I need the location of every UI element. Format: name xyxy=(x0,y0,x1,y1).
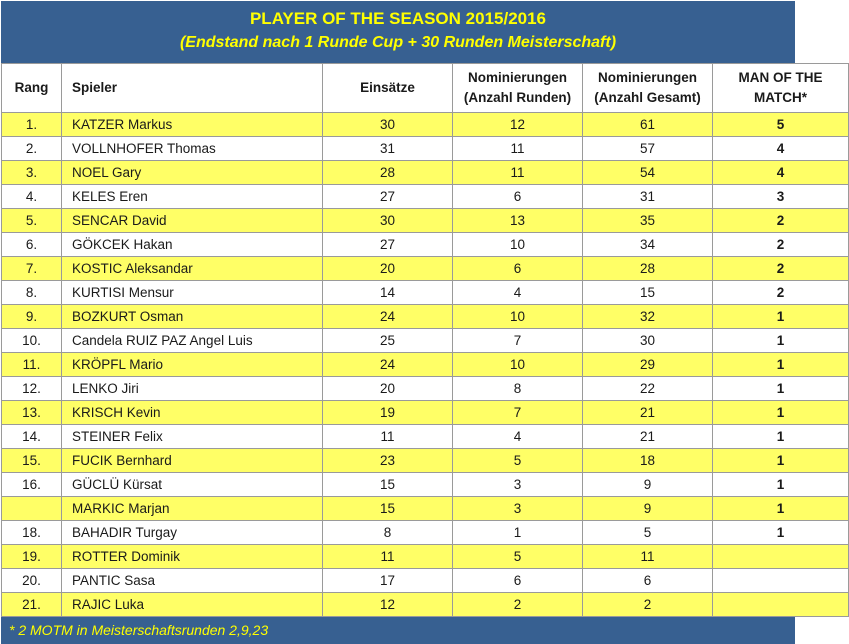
table-row xyxy=(2,569,849,593)
cell-man-of-the-match: 1 xyxy=(713,497,849,521)
cell-nominierungen-runden: 10 xyxy=(453,305,583,329)
cell-man-of-the-match xyxy=(713,593,849,617)
table-row xyxy=(2,593,849,617)
table-row xyxy=(2,233,849,257)
cell-nominierungen-runden: 10 xyxy=(453,233,583,257)
cell-rang: 5. xyxy=(2,209,62,233)
cell-nominierungen-gesamt: 21 xyxy=(583,401,713,425)
title-banner xyxy=(1,1,795,63)
cell-nominierungen-runden: 11 xyxy=(453,161,583,185)
cell-rang xyxy=(2,497,62,521)
cell-nominierungen-runden: 7 xyxy=(453,329,583,353)
cell-man-of-the-match: 1 xyxy=(713,449,849,473)
cell-spieler: SENCAR David xyxy=(62,209,323,233)
cell-nominierungen-gesamt: 6 xyxy=(583,569,713,593)
cell-man-of-the-match: 2 xyxy=(713,257,849,281)
cell-spieler: VOLLNHOFER Thomas xyxy=(62,137,323,161)
table-row xyxy=(2,473,849,497)
header-man-of-the-match xyxy=(713,64,849,113)
cell-einsaetze: 15 xyxy=(323,497,453,521)
cell-man-of-the-match: 1 xyxy=(713,329,849,353)
cell-rang: 10. xyxy=(2,329,62,353)
cell-spieler: KOSTIC Aleksandar xyxy=(62,257,323,281)
cell-nominierungen-gesamt: 15 xyxy=(583,281,713,305)
cell-einsaetze: 20 xyxy=(323,257,453,281)
cell-man-of-the-match: 2 xyxy=(713,281,849,305)
cell-man-of-the-match: 5 xyxy=(713,113,849,137)
cell-nominierungen-gesamt: 11 xyxy=(583,545,713,569)
cell-rang: 11. xyxy=(2,353,62,377)
header-nom-gesamt-line1: Nominierungen xyxy=(597,70,697,85)
cell-rang: 1. xyxy=(2,113,62,137)
cell-nominierungen-runden: 13 xyxy=(453,209,583,233)
cell-nominierungen-runden: 4 xyxy=(453,425,583,449)
cell-nominierungen-runden: 11 xyxy=(453,137,583,161)
cell-nominierungen-gesamt: 22 xyxy=(583,377,713,401)
table-row xyxy=(2,329,849,353)
cell-man-of-the-match: 1 xyxy=(713,305,849,329)
cell-nominierungen-gesamt: 31 xyxy=(583,185,713,209)
cell-rang: 3. xyxy=(2,161,62,185)
cell-nominierungen-gesamt: 2 xyxy=(583,593,713,617)
cell-nominierungen-gesamt: 28 xyxy=(583,257,713,281)
ranking-table xyxy=(1,63,849,617)
cell-nominierungen-gesamt: 34 xyxy=(583,233,713,257)
cell-einsaetze: 25 xyxy=(323,329,453,353)
cell-nominierungen-gesamt: 21 xyxy=(583,425,713,449)
table-row xyxy=(2,185,849,209)
cell-nominierungen-runden: 5 xyxy=(453,545,583,569)
cell-spieler: STEINER Felix xyxy=(62,425,323,449)
cell-einsaetze: 24 xyxy=(323,305,453,329)
cell-spieler: FUCIK Bernhard xyxy=(62,449,323,473)
footnote: * 2 MOTM in Meisterschaftsrunden 2,9,23 xyxy=(1,617,795,644)
cell-einsaetze: 27 xyxy=(323,233,453,257)
cell-spieler: NOEL Gary xyxy=(62,161,323,185)
table-body xyxy=(2,113,849,617)
cell-einsaetze: 23 xyxy=(323,449,453,473)
cell-nominierungen-runden: 8 xyxy=(453,377,583,401)
cell-nominierungen-gesamt: 57 xyxy=(583,137,713,161)
header-nom-gesamt-line2: (Anzahl Gesamt) xyxy=(594,90,701,105)
cell-man-of-the-match: 2 xyxy=(713,209,849,233)
cell-man-of-the-match: 1 xyxy=(713,353,849,377)
cell-rang: 12. xyxy=(2,377,62,401)
cell-nominierungen-runden: 7 xyxy=(453,401,583,425)
cell-einsaetze: 31 xyxy=(323,137,453,161)
cell-nominierungen-gesamt: 54 xyxy=(583,161,713,185)
cell-spieler: KATZER Markus xyxy=(62,113,323,137)
cell-rang: 18. xyxy=(2,521,62,545)
header-nom-runden-line1: Nominierungen xyxy=(467,70,567,85)
cell-nominierungen-runden: 6 xyxy=(453,569,583,593)
cell-nominierungen-runden: 3 xyxy=(453,473,583,497)
cell-spieler: KRÖPFL Mario xyxy=(62,353,323,377)
cell-spieler: Candela RUIZ PAZ Angel Luis xyxy=(62,329,323,353)
cell-nominierungen-gesamt: 30 xyxy=(583,329,713,353)
table-row xyxy=(2,497,849,521)
cell-einsaetze: 27 xyxy=(323,185,453,209)
cell-man-of-the-match: 2 xyxy=(713,233,849,257)
cell-spieler: KRISCH Kevin xyxy=(62,401,323,425)
sheet-title: PLAYER OF THE SEASON 2015/2016 xyxy=(249,9,547,28)
header-spieler: Spieler xyxy=(62,64,323,113)
cell-man-of-the-match: 1 xyxy=(713,377,849,401)
cell-man-of-the-match: 1 xyxy=(713,473,849,497)
cell-nominierungen-runden: 3 xyxy=(453,497,583,521)
table-row xyxy=(2,257,849,281)
cell-einsaetze: 17 xyxy=(323,569,453,593)
cell-einsaetze: 11 xyxy=(323,425,453,449)
cell-rang: 7. xyxy=(2,257,62,281)
cell-nominierungen-runden: 12 xyxy=(453,113,583,137)
cell-nominierungen-gesamt: 29 xyxy=(583,353,713,377)
header-nominierungen-gesamt xyxy=(583,64,713,113)
sheet-subtitle: (Endstand nach 1 Runde Cup + 30 Runden Meisterschaft) xyxy=(179,34,617,51)
cell-spieler: PANTIC Sasa xyxy=(62,569,323,593)
cell-nominierungen-gesamt: 9 xyxy=(583,497,713,521)
header-nom-runden-line2: (Anzahl Runden) xyxy=(463,90,572,105)
cell-man-of-the-match xyxy=(713,545,849,569)
cell-man-of-the-match: 1 xyxy=(713,401,849,425)
cell-einsaetze: 14 xyxy=(323,281,453,305)
cell-nominierungen-gesamt: 61 xyxy=(583,113,713,137)
cell-nominierungen-runden: 10 xyxy=(453,353,583,377)
cell-nominierungen-gesamt: 18 xyxy=(583,449,713,473)
table-row xyxy=(2,377,849,401)
header-motm-line2: MATCH* xyxy=(754,90,807,105)
cell-rang: 15. xyxy=(2,449,62,473)
cell-man-of-the-match: 1 xyxy=(713,425,849,449)
table-row xyxy=(2,425,849,449)
table-row xyxy=(2,401,849,425)
cell-einsaetze: 19 xyxy=(323,401,453,425)
cell-nominierungen-runden: 1 xyxy=(453,521,583,545)
header-einsaetze: Einsätze xyxy=(323,64,453,113)
cell-rang: 14. xyxy=(2,425,62,449)
cell-rang: 4. xyxy=(2,185,62,209)
table-row xyxy=(2,281,849,305)
cell-spieler: KELES Eren xyxy=(62,185,323,209)
header-nominierungen-runden xyxy=(453,64,583,113)
cell-spieler: GÜCLÜ Kürsat xyxy=(62,473,323,497)
cell-rang: 13. xyxy=(2,401,62,425)
cell-einsaetze: 30 xyxy=(323,113,453,137)
cell-nominierungen-gesamt: 5 xyxy=(583,521,713,545)
cell-rang: 16. xyxy=(2,473,62,497)
cell-einsaetze: 11 xyxy=(323,545,453,569)
header-motm-line1: MAN OF THE xyxy=(738,70,823,85)
cell-spieler: KURTISI Mensur xyxy=(62,281,323,305)
table-row xyxy=(2,521,849,545)
table-row xyxy=(2,449,849,473)
cell-einsaetze: 15 xyxy=(323,473,453,497)
cell-einsaetze: 28 xyxy=(323,161,453,185)
cell-spieler: MARKIC Marjan xyxy=(62,497,323,521)
table-row xyxy=(2,545,849,569)
cell-nominierungen-runden: 6 xyxy=(453,257,583,281)
cell-nominierungen-runden: 4 xyxy=(453,281,583,305)
cell-spieler: BOZKURT Osman xyxy=(62,305,323,329)
cell-nominierungen-gesamt: 9 xyxy=(583,473,713,497)
cell-man-of-the-match xyxy=(713,569,849,593)
cell-einsaetze: 8 xyxy=(323,521,453,545)
table-header-row xyxy=(2,64,849,113)
cell-man-of-the-match: 4 xyxy=(713,161,849,185)
cell-nominierungen-runden: 6 xyxy=(453,185,583,209)
cell-man-of-the-match: 1 xyxy=(713,521,849,545)
cell-nominierungen-gesamt: 35 xyxy=(583,209,713,233)
cell-rang: 9. xyxy=(2,305,62,329)
cell-rang: 2. xyxy=(2,137,62,161)
cell-einsaetze: 12 xyxy=(323,593,453,617)
cell-einsaetze: 20 xyxy=(323,377,453,401)
cell-spieler: RAJIC Luka xyxy=(62,593,323,617)
table-row xyxy=(2,305,849,329)
cell-rang: 19. xyxy=(2,545,62,569)
cell-man-of-the-match: 3 xyxy=(713,185,849,209)
season-ranking-sheet xyxy=(1,1,823,644)
cell-spieler: LENKO Jiri xyxy=(62,377,323,401)
cell-spieler: ROTTER Dominik xyxy=(62,545,323,569)
cell-einsaetze: 24 xyxy=(323,353,453,377)
cell-rang: 8. xyxy=(2,281,62,305)
cell-rang: 21. xyxy=(2,593,62,617)
cell-spieler: GÖKCEK Hakan xyxy=(62,233,323,257)
header-rang: Rang xyxy=(2,64,62,113)
table-row xyxy=(2,353,849,377)
cell-nominierungen-runden: 2 xyxy=(453,593,583,617)
cell-einsaetze: 30 xyxy=(323,209,453,233)
cell-rang: 6. xyxy=(2,233,62,257)
cell-nominierungen-gesamt: 32 xyxy=(583,305,713,329)
cell-man-of-the-match: 4 xyxy=(713,137,849,161)
table-row xyxy=(2,113,849,137)
table-row xyxy=(2,209,849,233)
cell-rang: 20. xyxy=(2,569,62,593)
cell-spieler: BAHADIR Turgay xyxy=(62,521,323,545)
table-row xyxy=(2,137,849,161)
cell-nominierungen-runden: 5 xyxy=(453,449,583,473)
table-row xyxy=(2,161,849,185)
